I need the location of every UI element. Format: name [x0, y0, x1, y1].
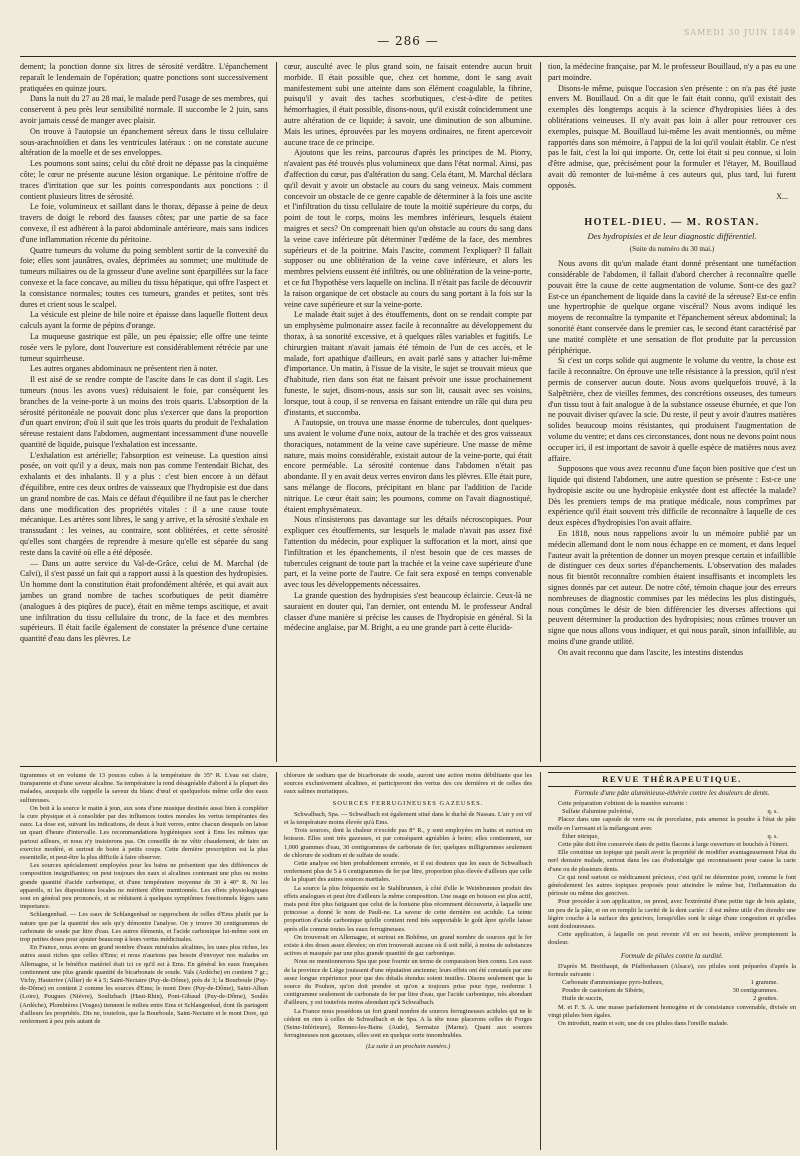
paragraph: On avait reconnu que dans l'ascite, les intestins distendus: [558, 647, 744, 657]
header-rule: [20, 56, 796, 57]
paragraph: Le malade était sujet à des étouffements, dont on se rendait compte par un emphysème pulmonaire assez facile à reconnaître au développement du thorax, à sa sonorité excessive, et à quelques râles variables et fugitifs. Le chirurgien traitant n'avait jamais été témoin de l'un de ces accès, et le malade, fort apathique d'ailleurs, en avait parlé sans y attacher lui-même d'importance. Un matin, à l'issue de la visite, le sujet se trouvait mieux que d'habitude, rien dans son état ne faisant prévoir une issue prochainement funeste, le sujet, disons-nous, assis sur son lit, causait avec ses voisins, lorsque, tout à coup, il se renversa en faisant entendre un râle qui dura peu d'instants, et succomba.: [284, 310, 532, 417]
paragraph: La vésicule est pleine de bile noire et épaisse dans laquelle flottent deux calculs ayant la forme de pépins d'orange.: [20, 310, 268, 331]
paragraph: Les poumons sont sains; celui du côté droit ne dépasse pas la cinquième côte; le cœur ne présente aucune lésion organique. Le péritoine n'offre de traces d'irritation que sur les points correspondants aux ponctions : il contient plusieurs litres de sérosité.: [20, 159, 268, 201]
paragraph: Cette application, à laquelle on peut revenir s'il en est besoin, enlève promptement la douleur.: [548, 931, 796, 947]
formula-row: [562, 995, 796, 1003]
ingredient-name: Poudre de castoréum de Sibérie,: [562, 987, 645, 995]
paragraph: Si c'est un corps solide qui augmente le volume du ventre, la chose est facile à reconnaître. On éprouve une telle résistance à la pression, qu'il n'est permis de conserver aucun doute. Nous avons quelquefois trouvé, à la Salpêtrière, chez de vieilles femmes, des concrétions osseuses, des tumeurs d'un tissu tout à fait analogue à de la substance osseuse éburnée, et que l'on ne pouvait diviser qu'avec la scie. Du reste, il peut y avoir d'autres matières solides beaucoup moins résistantes, qui produisent l'augmentation de volume du ventre; et dans ces circonstances, dont nous ne devons point nous occuper ici, il est important de savoir à quelle espèce de matières nous avez affaire.: [548, 356, 796, 463]
page-number: — 286 —: [377, 34, 439, 48]
paragraph: La France nous possédons un fort grand nombre de sources ferrugineuses acidules qui ne le cèdent en rien à celles de Schwalbach et de Spa. A la tête nous placerons celles de Forges (Seine-Inférieure), Rennes-les-Bains (Aude), Sermaize (Marne). Quant aux sources ferrugineuses non gazeuses, elles sont en quelque sorte innombrables.: [284, 1007, 532, 1040]
paragraph: Ajoutons que les reins, parcourus d'après les principes de M. Piorry, n'avaient pas été trouvés plus volumineux que dans l'état normal. Ainsi, pas d'affection du cœur, pas d'altération du sang. Cela étant, M. Marchal déclara qu'il devait y avoir un obstacle au cours du sang veineux. Mais comment concevoir un obstacle de ce genre capable de déterminer à la fois une ascite et l'infiltration du tissu cellulaire de toute la moitié supérieure du corps, du point de tout le corps, moins les membres inférieurs, lesquels étaient maigres et secs? On comprenait bien qu'un obstacle au cours du sang dans la veine cave inférieure pût déterminer l'œdème de la face, des membres supérieurs et de la poitrine. Mais l'ascite, comment l'expliquer? Il fallait supposer ou une oblitération de la veine cave inférieure, et alors les membres pelviens eussent été infiltrés, ou une oblitération de la veine-porte, et ce fut l'hypothèse vers laquelle on inclina. Il n'était pas facile de découvrir la raison organique de cet obstacle au cours du sang portant à la fois sur la veine cave supérieure et sur la veine-porte.: [284, 148, 532, 309]
paragraph: M. et F. S. A. une masse parfaitement homogène et de consistance convenable, divisée en vingt pilules bien égales.: [548, 1003, 796, 1019]
paragraph: cœur, ausculté avec le plus grand soin, ne faisait entendre aucun bruit morbide. Il était possible que, chez cet homme, dont le sang avait manifestement subi une atteinte dans son élément coagulable, la fibrine, puisqu'il y avait des taches scorbutiques, c'est-à-dire de petites hémorrhagies, il était possible, disons-nous, qu'il existât coïncidemment une autre altération de ce liquide; à savoir, une diminution de son albumine. Mais les urines, éprouvées par les moyens ordinaires, ne firent apercevoir aucune trace de ce principe.: [284, 62, 532, 147]
paragraph: Schwalbach, Spa. — Schwalbach est également situé dans le duché de Nassau. L'air y est vif et la température moins élevée qu'à Ems.: [284, 810, 532, 827]
paragraph: Nous avons dit qu'un malade étant donné présentant une tuméfaction considérable de l'abdomen, il fallait d'abord chercher à reconnaître quelle pouvait être la cause de cette augmentation de volume. Sont-ce des gaz? Est-ce un épanchement de liquide dans la cavité de la séreuse? Est-ce enfin une hypertrophie de quelque organe viscéral? Nous avons indiqué les moyens de reconnaître la tympanite et l'épanchement séreux abdominal; la sonorité étant conservée dans le premier cas, le second étant caractérisé par une matité complète et une sensation de flot produite par la percussion périphérique.: [548, 259, 796, 355]
article-signature: X...: [776, 191, 788, 201]
article-title: Formule d'une pâte aluminieuse-éthérée contre les douleurs de dents.: [574, 789, 770, 797]
section-title-revue: REVUE THÉRAPEUTIQUE.: [548, 772, 796, 787]
paragraph: L'exhalation est artérielle; l'absorption est veineuse. La question ainsi posée, on voit qu'il y a deux, mais non pas comme l'entendait Bichat, des exhalants et des inhalants. Il y a plus : c'est bien encore à un défaut d'équilibre, entre ces deux ordres de vaisseaux que l'hydropisie est due dans un grand nombre de cas. Mais ce défaut d'équilibre il ne faut pas le chercher dans une modification des propriétés vitales : il a une cause toute mécanique. Les artères sont libres, le sang y arrive, et la sérosité s'exhale en transsudant : les veines, au contraire, sont oblitérées, et cette sérosité qu'elles sont chargées de reprendre à mesure qu'elle est séparée du sang reste dans la cavité où elle a été déposée.: [20, 450, 268, 557]
paragraph: Cette pâte doit être conservée dans de petits flacons à large ouverture et bouchés à l'émeri.: [558, 841, 789, 849]
article-title: Des hydropisies et de leur diagnostic différentiel.: [587, 231, 757, 242]
paragraph: — Dans un autre service du Val-de-Grâce, celui de M. Marchal (de Calvi), il s'est passé un fait qui a rapport aussi à la question des hydropisies. Un homme dont la constitution était profondément altérée, et qui avait aux jambes un grand nombre de taches scorbutiques de petit diamètre (analogues à des piqûres de puce), était en même temps ascitique, et avait une infiltration du tissu cellulaire du tronc, de la face et des membres supérieurs. Il était facile également de constater la présence d'une certaine quantité d'eau dans les plèvres. Le: [20, 558, 268, 644]
section-title-hotel-dieu: HOTEL-DIEU. — M. ROSTAN.: [584, 217, 760, 229]
paragraph: Le foie, volumineux et saillant dans le thorax, dépasse à peine de deux travers de doigt le rebord des fausses côtes; par une partie de sa face convexe, il est adhérent à la paroi abdominale antérieure, mais sans indices d'une inflammation récente du péritoine.: [20, 202, 268, 244]
lower-column-2: [284, 772, 532, 1150]
paragraph: dement; la ponction donne six litres de sérosité verdâtre. L'épanchement reparaît le lendemain de l'opération; quatre ponctions sont successivement pratiquées en quinze jours.: [20, 62, 268, 93]
paragraph: Les autres organes abdominaux ne présentent rien à noter.: [30, 364, 218, 374]
ingredient-name: Éther nitrique,: [562, 832, 599, 840]
page-header: [20, 22, 796, 52]
ingredient-quantity: 2 gouttes.: [753, 995, 778, 1003]
paragraph: On boit à la source le matin à jeun, aux sons d'une musique destinée aussi bien à compléter la cure physique et à consolider par des influences toutes morales les vertus tempérantes des eaux. La dose est, suivant les indications, de deux à huit verres, entre chacun desquels on laisse un quart d'heure d'intervalle. Les recommandations hygiéniques sont à Ems les mêmes que partout ailleurs, et nous n'y insisterons pas. On conseille de ne vêtir chaudement, de faire un exercice modéré, et surtout de boire à petits coups. Cette dernière prescription est la plus essentielle, et peut-être la plus difficile à faire observer.: [20, 804, 268, 862]
paragraph: Les sources spécialement employées pour les bains ne présentent que des différences de composition insignifiantes; on peut toujours des eaux si alcalines contenant une plus ou moins grande quantité d'acide carbonique, et d'une température moyenne de 30 à 40° R. Ni les appareils, ni les dispositions locales ne méritent d'être mentionnés. Les effets physiologiques sont en général peu prononcés, et se réduisent à quelques symptômes fonctionnels légers sans importance.: [20, 862, 268, 911]
newspaper-page: [20, 22, 796, 1152]
column-divider: [276, 62, 277, 762]
paragraph: A l'autopsie, on trouva une masse énorme de tubercules, dont quelques-uns avaient le volume d'une noix, autour de la trachée et des gros vaisseaux thoraciques, notamment de la veine cave supérieure. Une masse de même nature, mais moins considérable, existait autour de la veine-porte, qui était encore perméable. La sérosité contenue dans l'abdomen n'était pas abondante. Il y en avait deux verres environ dans les plèvres. Elle était pure, sans mélange de flocons, précipitant en blanc par l'addition de l'acide nitrique. Le cœur était sain; les poumons, comme on l'avait diagnostiqué, étaient emphysémateux.: [284, 418, 532, 514]
paragraph: Quatre tumeurs du volume du poing semblent sortir de la convexité du foie; elles sont jaunâtres, ovales, déprimées au sommet; une multitude de tumeurs miliaires ou de la grosseur d'une aveline sont éparpillées sur la face convexe et la face concave, au milieu du tissu hépatique, qui offre l'aspect et la consistance normales; toutes ces tumeurs, grandes et petites, sont très dures et crient sous le scalpel.: [20, 245, 268, 309]
column-divider: [540, 62, 541, 762]
feuilleton-rule: [20, 766, 796, 767]
lower-column-1: [20, 772, 268, 1150]
paragraph: D'après M. Breithaupt, de Pfaffenhausen (Alsace), ces pilules sont préparées d'après la formule suivante :: [548, 962, 796, 978]
paragraph: Elle constitue un topique qui paraît avoir la propriété de modifier avantageusement l'état du nerf dentaire malade, surtout dans les cas d'odontalgie qui reconnaissent pour cause la carie d'une ou de plusieurs dents.: [548, 849, 796, 873]
paragraph: Disons-le même, puisque l'occasion s'en présente : on n'a pas été juste envers M. Bouillaud. On a dit que le fait était connu, qu'il existait des exemples dès longtemps acquis à la science d'hydropisies liées à des oblitérations veineuses. Il n'y avait pas loin à aller pour retrouver ces exemples, puisque M. Bouillaud lui-même les avait mentionnés, ou même rapportés dans son mémoire, à l'appui de la loi qu'il voulait établir. Ce n'est pas le fait, c'est la loi qui importe. Or, cette loi était si peu connue, si loin d'être admise, que, précisément pour la formuler et l'étayer, M. Bouillaud avait dû remonter de lui-même à ces auteurs qui, plus tard, lui furent opposés.: [548, 83, 796, 190]
ingredient-quantity: q. s.: [767, 832, 778, 840]
paragraph: Cette analyse est bien probablement erronée, et il est douteux que les eaux de Schwalbach renferment plus de 5 à 6 centigrammes de fer par litre, proportion plus élevée d'ailleurs que celle de la plupart des autres sources martiales.: [284, 860, 532, 884]
ingredient-name: Huile de succin,: [562, 995, 604, 1003]
paragraph: Placez dans une capsule de verre ou de porcelaine, puis amenez la poudre à l'état de pâte molle en l'arrosant et la mélangeant avec: [548, 816, 796, 832]
paragraph: Dans la nuit du 27 au 28 mai, le malade perd l'usage de ses membres, qui conservent à peu près leur sensibilité normale. Il succombe le 2 juin, sans avoir jamais cessé de manger avec plaisir.: [20, 94, 268, 125]
column-3: [548, 62, 796, 762]
column-divider: [540, 772, 541, 1150]
continuation-note: (Suite du numéro du 30 mai.): [629, 245, 715, 254]
paragraph: Nous n'insisterons pas davantage sur les détails nécroscopiques. Pour expliquer ces étouffements, sur lesquels le malade n'avait pas assez fixé l'attention du médecin, pour expliquer la suffocation et la mort, ainsi que l'infiltration et les épanchements, il n'est besoin que de ces masses de tubercules ceignant de toute part la trachée et la veine cave supérieure d'une part, et la veine porte de l'autre. Ce fait sera exposé en temps convenable avec tous les développements nécessaires.: [284, 515, 532, 590]
paragraph: tion, la médecine française, par M. le professeur Bouillaud, n'y a pas eu une part moindre.: [548, 62, 796, 82]
paragraph: chlorure de sodium que de bicarbonate de soude, auront une action moins débilitante que les sources exclusivement alcalines, et participeront des vertus des ces dernières et de celles des eaux salines muriatiques.: [284, 772, 532, 796]
continuation-note: (La suite à un prochain numéro.): [365, 1042, 451, 1050]
ingredient-quantity: 1 gramme.: [750, 979, 778, 987]
paragraph: Nous ne mentionnerons Spa que pour fournir un terme de comparaison bien connu. Les eaux de la province de Liège jouissent d'une réputation ancienne; leurs effets ont été constatés par une assez longue expérience pour que des détails étendus soient inutiles. Disons seulement que la source du Pouhon, qu'on doit prendre et qu'on a toujours prise pour type, renferme 1 centigramme seulement de carbonate de fer par litre d'eau, que l'acide carbonique, très abondant d'ailleurs, y est toutefois moins abondant qu'à Schwalbach.: [284, 958, 532, 1007]
paragraph: On trouve à l'autopsie un épanchement séreux dans le tissu cellulaire sous-arachnoïdien et dans les ventricules latéraux : on ne constate aucune altération de la moelle et de ses enveloppes.: [20, 126, 268, 158]
paragraph: On trouverait en Allemagne, et surtout en Bohême, un grand nombre de sources qui le fer existe à des doses assez élevées; on n'en trouverait aucune où il soit mêlé, à moins de substances actives et masquée par une plus grande quantité de gaz carbonique.: [284, 933, 532, 958]
paragraph: Schlangenbad. — Les eaux de Schlangenbad se rapprochent de celles d'Ems plutôt par la nature que par la quantité des sels qu'y démontre l'analyse. On y trouve 30 centigrammes de carbonate de soude par litre d'eau. Les autres éléments, et l'acide carbonique lui-même sont en trop petites doses pour ajouter beaucoup à leurs vertus médicinales.: [20, 911, 268, 944]
paragraph: tigrammes et en volume de 13 pouces cubes à la température de 35° R. L'eau est claire, transparente et d'une saveur alcaline. Sa température la rend désagréable d'abord à la plupart des malades, auxquels elle rappelle la saveur du blanc d'œuf et quelquefois même celle des eaux sulfureuses.: [20, 772, 268, 804]
paragraph: La source la plus fréquentée est le Stahlbrunnen, à côté d'elle le Weinbrunnen produit des effets analogues et peut être d'ailleurs la même composition. Une usage en boisson est plus actif, mais peut être plus fatiguant que celui de la fontaine plus récemment découverte, à laquelle une princesse a donné le nom de Pauli-ne. La saveur de cette dernière est acidule. La teinte proportion d'acide carbonique qu'elle contient rend très supportable le goût âpre qu'elle laisse après elle comme toutes les eaux ferrugineuses.: [284, 884, 532, 933]
paragraph: Supposons que vous avez reconnu d'une façon bien positive que c'est un liquide qui distend l'abdomen, une autre question se présente : Est-ce une hydropisie ascite ou une hydropisie enkystée dont est affectée la malade? Dès les premiers temps de ma pratique médicale, nous comprîmes par expérience qu'il était souvent très difficile de reconnaître à laquelle de ces deux espèces d'hydropisies l'on avait affaire.: [548, 464, 796, 528]
paragraph: Ce qui rend surtout ce médicament précieux, c'est qu'il ne détermine point, comme le font généralement les autres topiques proposés pour atteindre le même but, l'inflammation du périoste ou même des gencives.: [548, 873, 796, 898]
formula: [548, 833, 796, 841]
formula: [548, 979, 796, 1004]
formula-row: [562, 979, 796, 987]
paragraph: La grande question des hydropisies s'est beaucoup éclaircie. Ceux-là ne sauraient en douter qui, l'an dernier, ont entendu M. le professeur Andral classer d'une manière si précise les causes de l'hydropisie en général. Si la médecine anglaise, par M. Bright, a eu une grande part à cette élucida-: [284, 591, 532, 633]
column-2: [284, 62, 532, 762]
paragraph: Trois sources, dont la chaleur n'excède pas 8° R., y sont employées en bains et surtout en boisson. Elles sont très gazeuses, et par conséquent agréables à boire; elles contiennent, sur 1,000 grammes d'eau, 30 centigrammes de carbonate de fer; quelques milligrammes seulement de chlorure de sodium et de sulfate de soude.: [284, 827, 532, 859]
paragraph: La muqueuse gastrique est pâle, un peu épaissie; elle offre une teinte rosée vers le pylore, dont l'ouverture est considérablement rétrécie par une tumeur squirrheuse.: [20, 331, 268, 363]
ingredient-quantity: q. s.: [767, 808, 778, 816]
paragraph: On introduit, matin et soir, une de ces pilules dans l'oreille malade.: [558, 1020, 729, 1028]
formula-row: [562, 808, 796, 816]
ingredient-name: Sulfate d'alumine pulvérisé,: [562, 808, 634, 816]
lower-column-3: [548, 772, 796, 1150]
column-divider: [276, 772, 277, 1150]
ingredient-quantity: 30 centigrammes.: [732, 987, 778, 995]
formula-row: [562, 987, 796, 995]
paragraph: Pour procéder à son application, on prend, avec l'extrémité d'une petite tige de bois aplatie, un peu de la pâte, et on en remplit la cavité de la dent cariée : il est même utile d'en étendre une légère couche à la surface des gencives, lorsqu'elles sont le siège d'une congestion et qu'elles sont douloureuses.: [548, 898, 796, 931]
paragraph: Cette préparation s'obtient de la manière suivante :: [558, 800, 688, 807]
article-title: Formule de pilules contre la surdité.: [620, 951, 724, 960]
formula: [548, 808, 796, 816]
paragraph: En France, nous avons un grand nombre d'eaux minérales alcalines, les unes plus riches, les autres aussi riches que celles d'Ems; et nous n'aurions pas besoin d'envoyer nos malades en Allemagne, si le bénéfice matériel était ici ce qu'il est à Ems. En général les eaux françaises contiennent une plus grande quantité de bicarbonate de soude. Vals (Ardèche) en contient 7 gr.; Vichy, Hauterive (Allier) de 4 à 5; Saint-Nectaire (Puy-de-Dôme), près de 3; la Bourboule (Puy-de-Dôme) en contient 2 comme les sources d'Ems; le mont Dore (Puy-de-Dôme), Saint-Alban (Loire), Pougues (Nièvre), Soultzbach (Haut-Rhin), Pont-Gibaud (Puy-de-Dôme), Soulès (Ardèche), Plombières (Vosges) tiennent le milieu entre Ems et Schlangenbad, dont ils partagent d'ailleurs les propriétés. Dis ne, toutefois, que la Bourboule, Saint-Nectaire et le mont Dore, qui renferment à peu près autant de: [20, 944, 268, 1026]
paragraph: En 1818, nous nous rappelions avoir lu un mémoire publié par un médecin allemand dont le nom nous échappe en ce moment, et dans lequel l'auteur avait la prétention de donner un moyen presque certain et infaillible de distinguer ces deux sortes d'épanchements. L'observation des malades nous fit bientôt reconnaître combien étaient insuffisants et incomplets les signes donnés par cet auteur. De notre côté, témoin chaque jour des erreurs nombreuses de diagnostic commises par les médecins les plus distingués, nous conçûmes le désir de bien différencier les diverses affections qui peuvent déterminer la production des hydropisies; nous crûmes trouver un signe que nous allons vous indiquer, et qui nous paraît, sinon infaillible, au moins d'une grande utilité.: [548, 529, 796, 647]
ingredient-name: Carbonate d'ammoniaque pyro-huileux,: [562, 979, 664, 987]
formula-row: [562, 833, 796, 841]
column-1: [20, 62, 268, 762]
library-stamp: SAMEDI 30 JUIN 1849: [683, 28, 796, 37]
paragraph: Il est aisé de se rendre compte de l'ascite dans le cas dont il s'agit. Les tumeurs (nous les avons vues) réduisaient le foie, par conséquent les branches de la veine-porte à un moins des trois quarts. L'absorption de la sérosité péritonéale ne pouvait donc plus s'exercer que dans la proportion d'un quart environ; d'où il suit que les trois quarts du produit de l'exhalation séreuse restaient dans l'abdomen, augmentant incessamment d'une nouvelle quantité de liquide, puisque l'exhalation est incessante.: [20, 375, 268, 449]
subsection-heading: SOURCES FERRUGINEUSES GAZEUSES.: [332, 799, 484, 807]
